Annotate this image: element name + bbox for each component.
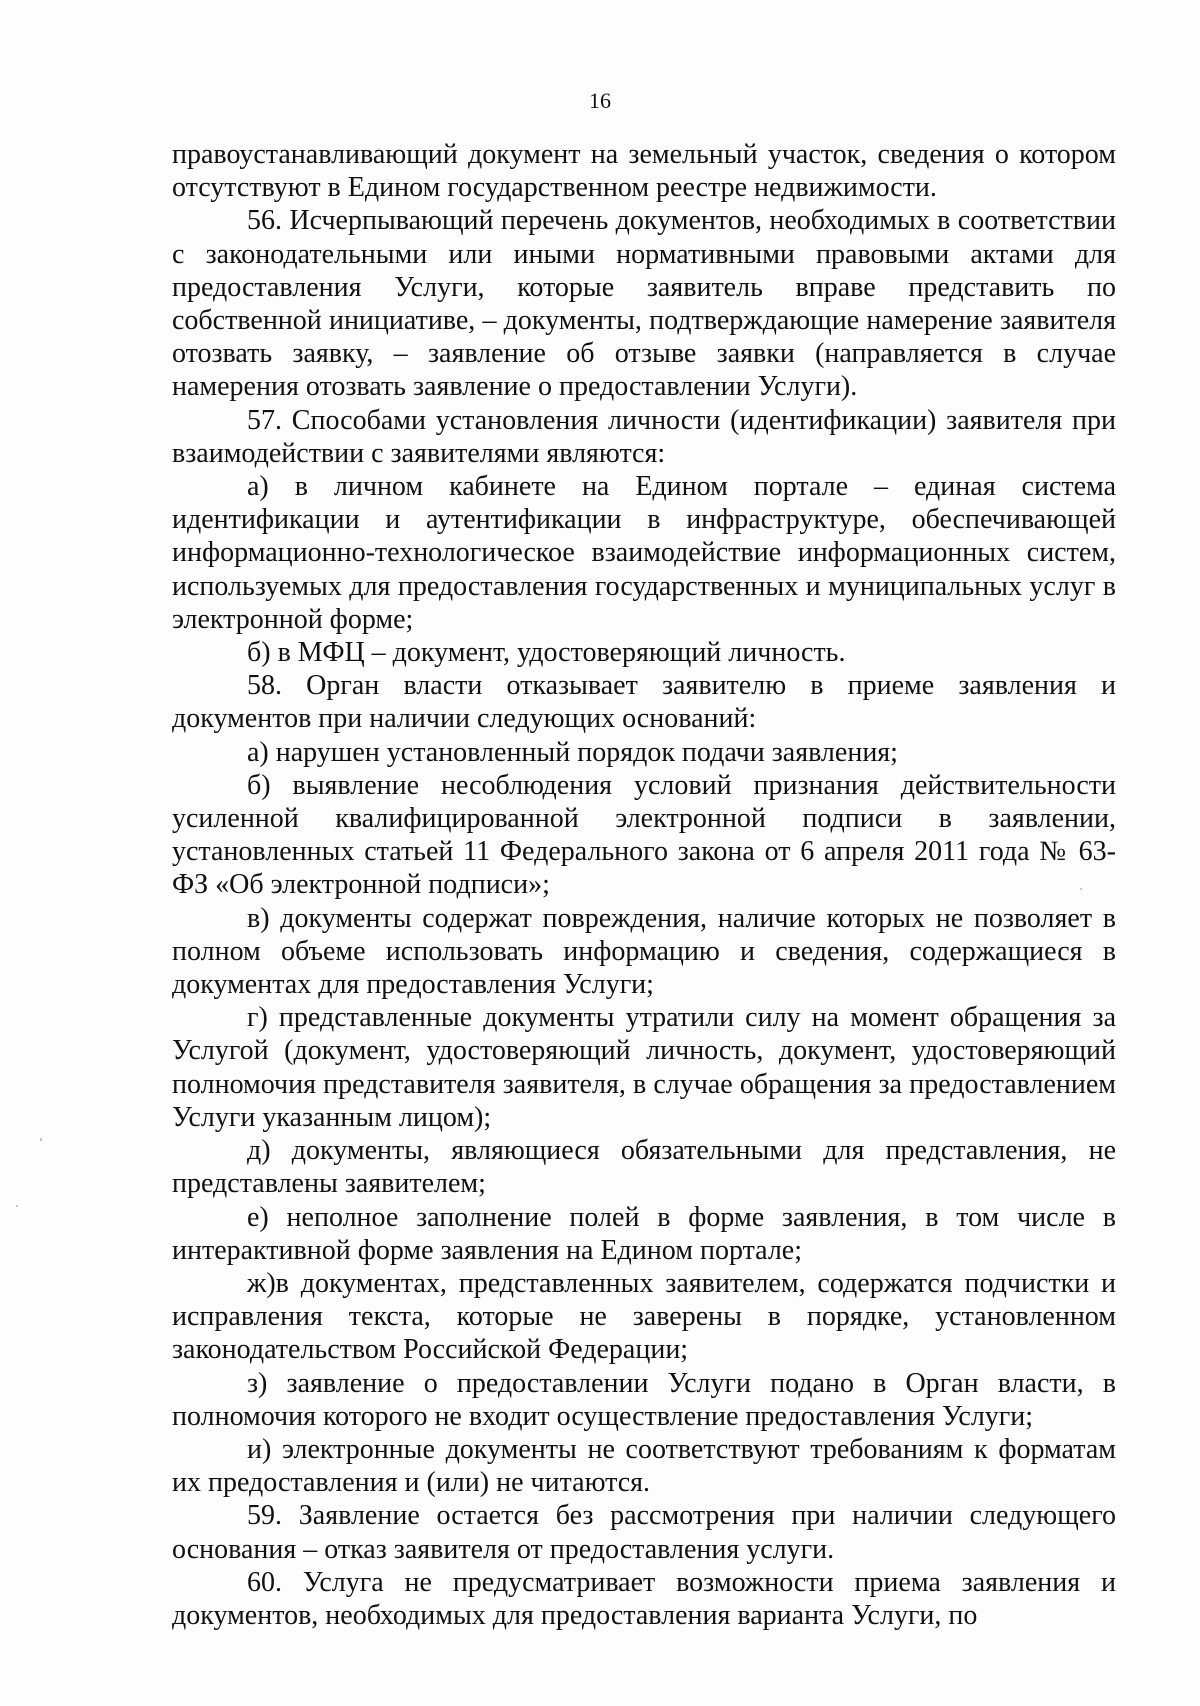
page-number: 16 — [589, 88, 611, 113]
paragraph-59: 59. Заявление остается без рассмотрения при наличии следующего основания – отказ заявителя от предоставления услуги. — [172, 1500, 1116, 1565]
paragraph-58-a: а) нарушен установленный порядок подачи заявления; — [247, 736, 898, 768]
paragraph-continuation: правоустанавливающий документ на земельный участок, сведения о котором отсутствуют в Едином государственном реестре недвижимости. — [172, 139, 1116, 204]
paragraph-58-v: в) документы содержат повреждения, наличие которых не позволяет в полном объеме использовать информацию и сведения, содержащиеся в документах для предоставления Услуги; — [172, 902, 1116, 1001]
paragraph-60: 60. Услуга не предусматривает возможности приема заявления и документов, необходимых для предоставления варианта Услуги, по — [172, 1566, 1116, 1631]
scan-speck — [40, 1138, 42, 1141]
paragraph-56: 56. Исчерпывающий перечень документов, необходимых в соответствии с законодательными или иными нормативными правовыми актами для предоставления Услуги, которые заявитель вправе представить по собственной инициативе, – документы, подтверждающие намерение заявителя отозвать заявку, – заявление об отзыве заявки (направляется в случае намерения отозвать заявление о предоставлении Услуги). — [172, 205, 1116, 403]
scan-speck — [16, 1205, 18, 1207]
paragraph-58-b: б) выявление несоблюдения условий признания действительности усиленной квалифицированной электронной подписи в заявлении, установленных статьей 11 Федерального закона от 6 апреля 2011 года № 63-ФЗ «Об электронной подписи»; — [172, 769, 1116, 901]
paragraph-58-d: д) документы, являющиеся обязательными для представления, не представлены заявителем; — [172, 1135, 1116, 1200]
paragraph-58-e: е) неполное заполнение полей в форме заявления, в том числе в интерактивной форме заявления на Едином портале; — [172, 1201, 1116, 1266]
paragraph-58: 58. Орган власти отказывает заявителю в приеме заявления и документов при наличии следующих оснований: — [172, 670, 1116, 735]
paragraph-57-b: б) в МФЦ – документ, удостоверяющий личность. — [247, 637, 846, 669]
paragraph-58-g: г) представленные документы утратили силу на момент обращения за Услугой (документ, удостоверяющий личность, документ, удостоверяющий полномочия представителя заявителя, в случае обращения за предоставлением Услуги указанным лицом); — [172, 1002, 1116, 1133]
scan-speck — [1080, 888, 1082, 890]
paragraph-58-zh: ж)в документах, представленных заявителем, содержатся подчистки и исправления текста, которые не заверены в порядке, установленном законодательством Российской Федерации; — [172, 1267, 1116, 1366]
paragraph-58-i: и) электронные документы не соответствуют требованиям к форматам их предоставления и (или) не читаются. — [172, 1433, 1116, 1499]
paragraph-57: 57. Способами установления личности (идентификации) заявителя при взаимодействии с заявителями являются: — [172, 404, 1116, 469]
paragraph-57-a: а) в личном кабинете на Едином портале – единая система идентификации и аутентификации в инфраструктуре, обеспечивающей информационно-технологическое взаимодействие информационных систем, используемых для предоставления государственных и муниципальных услуг в электронной форме; — [172, 471, 1116, 635]
body-text — [172, 138, 1116, 1632]
paragraph-58-z: з) заявление о предоставлении Услуги подано в Орган власти, в полномочия которого не входит осуществление предоставления Услуги; — [172, 1367, 1116, 1432]
